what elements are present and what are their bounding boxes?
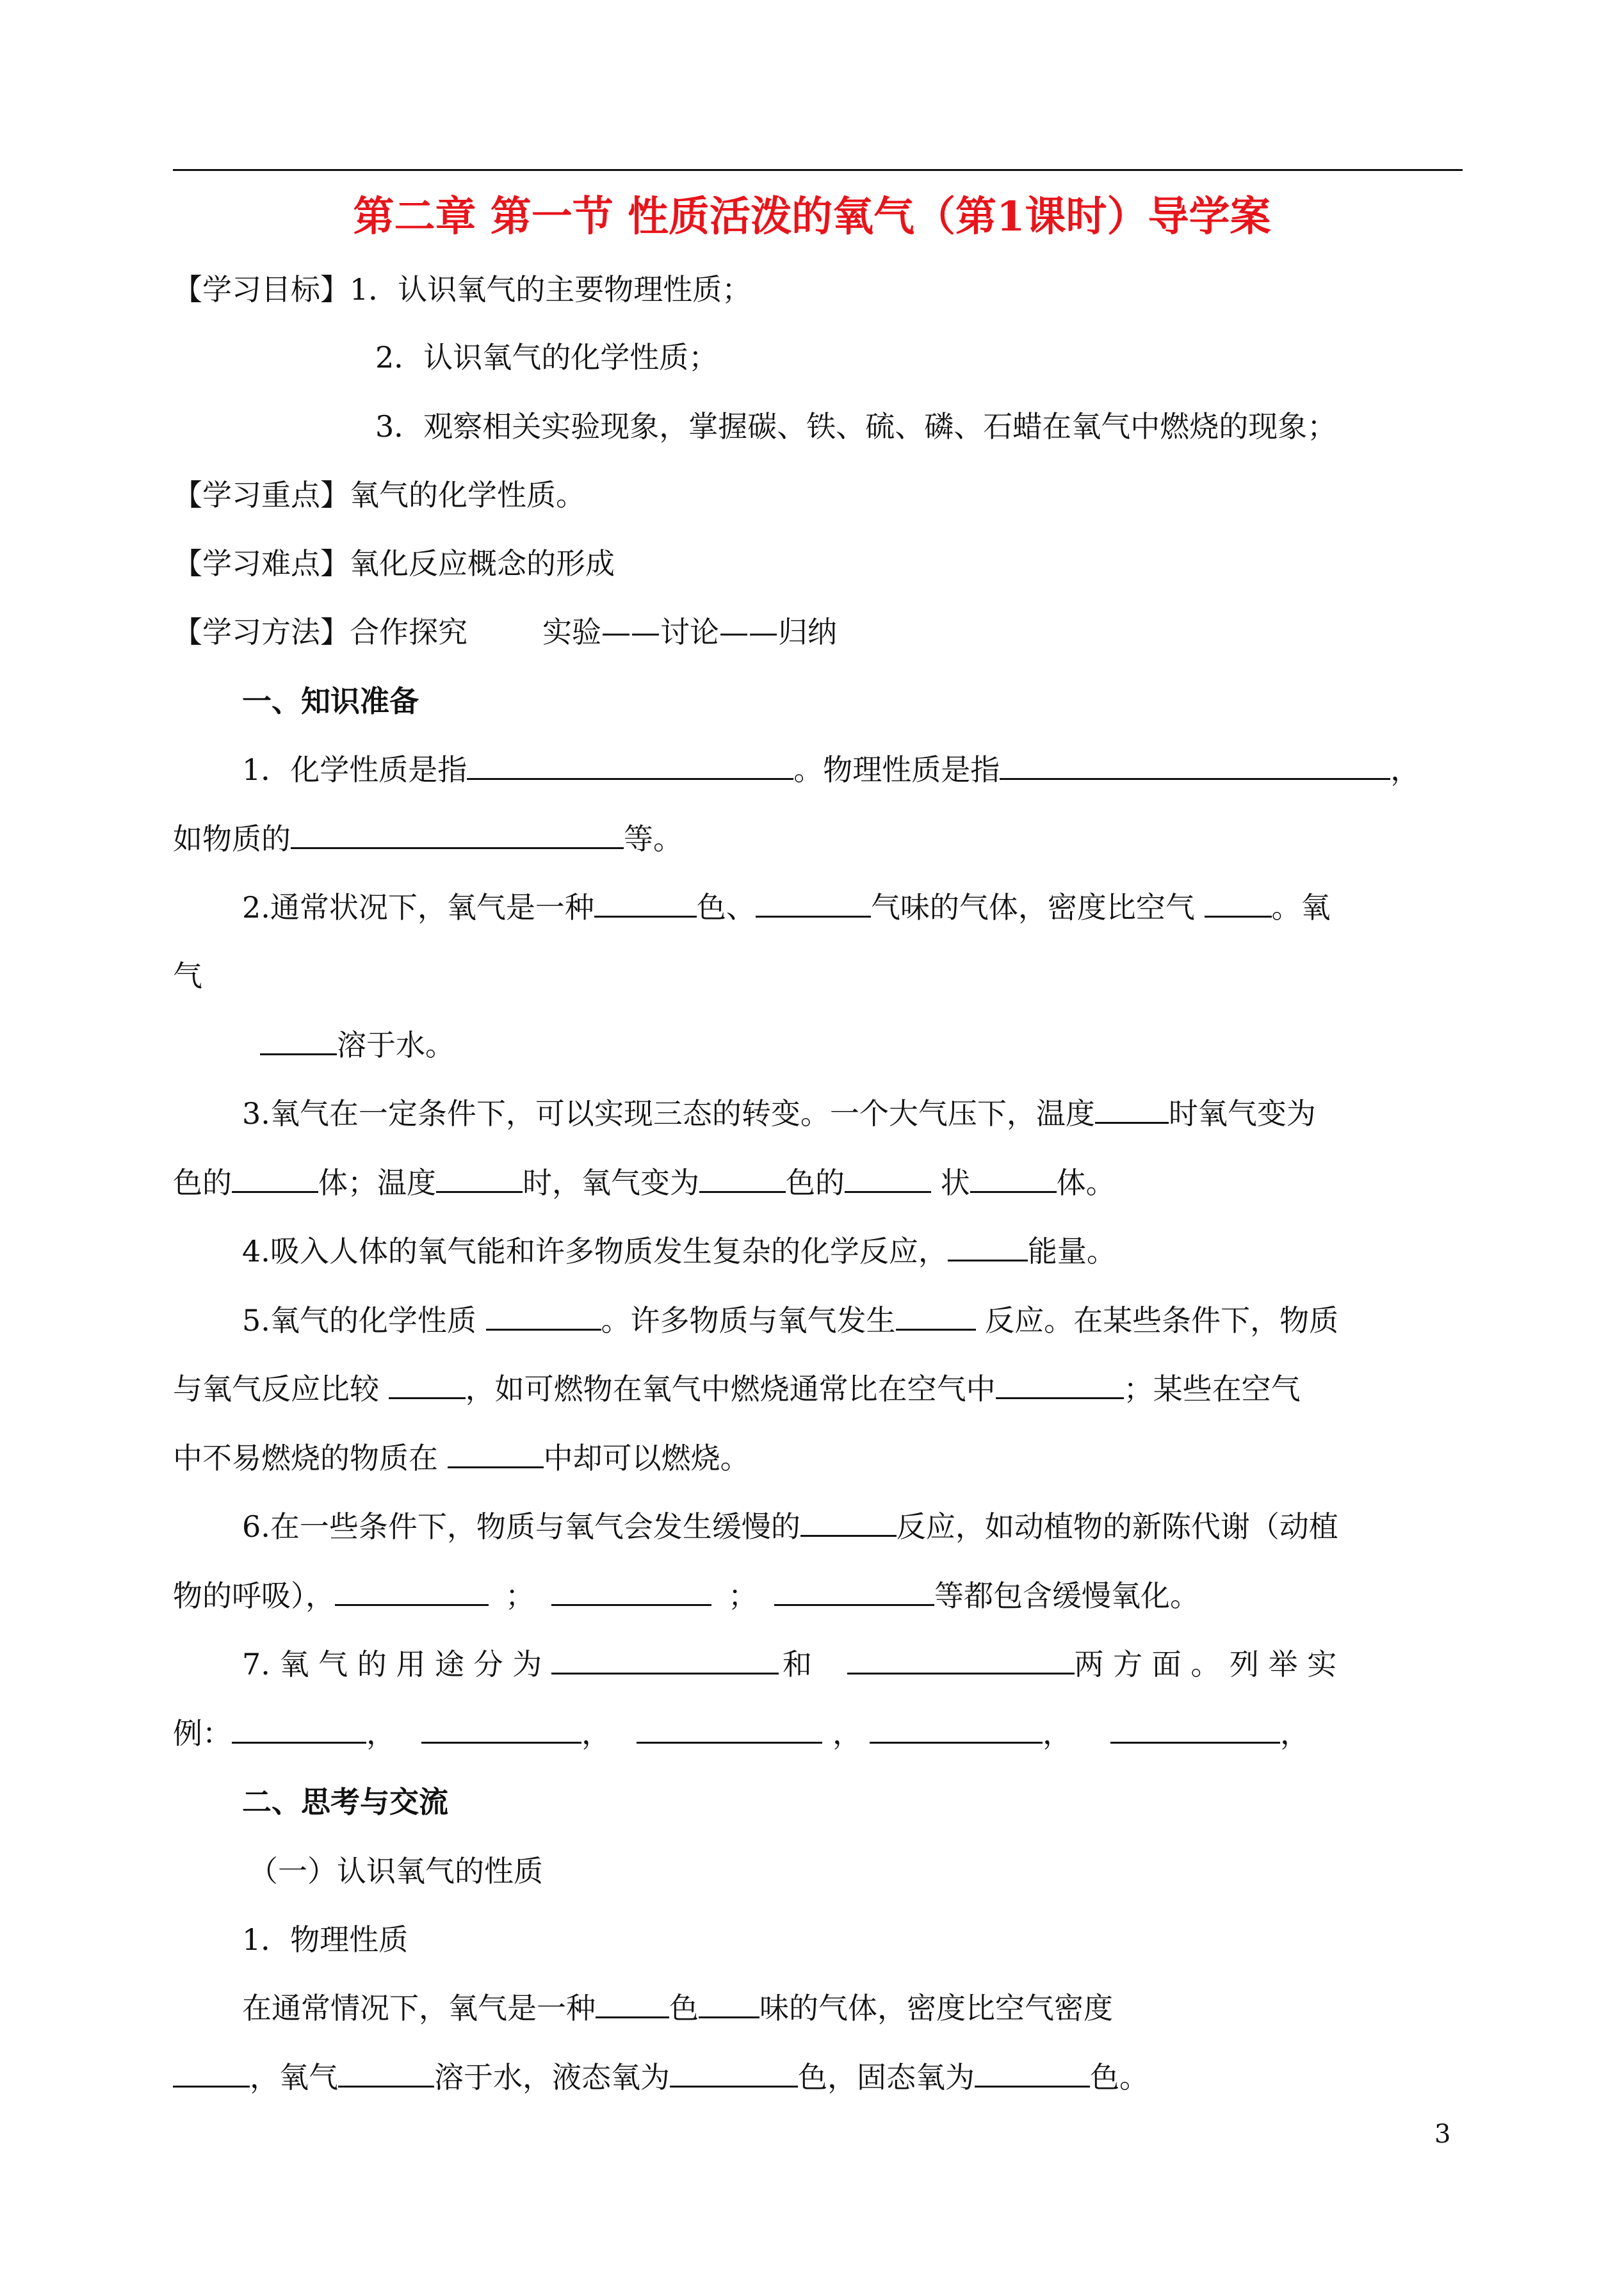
- p2-blank-density[interactable]: [173, 2057, 250, 2088]
- p2-blank-liquid-color[interactable]: [670, 2057, 798, 2088]
- key-point-line: [173, 474, 585, 515]
- q3-line1: 3.氧气在一定条件下，可以实现三态的转变。一个大气压下，温度 时氧气变为: [242, 1093, 1316, 1134]
- q1-blank-physical[interactable]: [1000, 750, 1390, 780]
- key-point-text: 氧气的化学性质。: [350, 478, 585, 512]
- section2-p2: ，氧气 溶于水，液态氧为 色，固态氧为 色。: [173, 2057, 1149, 2098]
- difficulty-line: [173, 543, 615, 584]
- q6-blank-reaction[interactable]: [800, 1507, 897, 1537]
- objectives-line: [173, 269, 751, 310]
- q3-blank-state2[interactable]: [970, 1163, 1057, 1193]
- q2-blank-color[interactable]: [594, 888, 697, 918]
- q5-blank-intensity[interactable]: [389, 1369, 466, 1399]
- q4-blank-energy[interactable]: [948, 1231, 1028, 1261]
- q5-blank-medium[interactable]: [448, 1438, 544, 1468]
- q1-line1: 1．化学性质是指 。物理性质是指 ，: [242, 749, 1420, 790]
- q2-line2: 气: [173, 959, 202, 993]
- q3-line2: 色的 体；温度 时，氧气变为 色的 状 体。: [173, 1162, 1116, 1203]
- q3-blank-state1[interactable]: [232, 1163, 318, 1193]
- section2-sub1: 1．物理性质: [242, 1922, 409, 1957]
- q1-blank-examples[interactable]: [291, 819, 624, 849]
- q2-line3: 溶于水。: [260, 1025, 455, 1066]
- method-text: 合作探究 实验——讨论——归纳: [350, 615, 837, 649]
- difficulty-text: 氧化反应概念的形成: [350, 546, 615, 581]
- section1-heading: 一、知识准备: [242, 684, 419, 718]
- q7-blank-use2[interactable]: [847, 1644, 1075, 1675]
- p2-blank-solubility[interactable]: [338, 2057, 434, 2088]
- q7-blank-ex1[interactable]: [232, 1714, 366, 1744]
- section2-sub: （一）认识氧气的性质: [248, 1854, 543, 1888]
- q7-blank-ex4[interactable]: [870, 1714, 1043, 1744]
- q2-blank-solubility[interactable]: [260, 1025, 337, 1055]
- p2-blank-solid-color[interactable]: [975, 2057, 1090, 2088]
- q6-blank-example3[interactable]: [774, 1576, 934, 1606]
- q7-line1: 7. 氧 气 的 用 途 分 为 和 两 方 面 。 列 举 实: [242, 1644, 1336, 1685]
- q6-line2: 物的呼吸）， ； ； 等都包含缓慢氧化。: [173, 1575, 1199, 1616]
- q7-line2: 例： ， ， ， ， ，: [173, 1713, 1310, 1754]
- q7-blank-ex3[interactable]: [637, 1714, 822, 1744]
- method-label: 【学习方法】: [173, 615, 350, 649]
- method-line: [173, 612, 837, 653]
- header-rule: [173, 169, 1463, 171]
- q3-blank-color2[interactable]: [699, 1163, 786, 1193]
- page-number: 3: [1434, 2120, 1451, 2149]
- q5-line1: 5.氧气的化学性质 。许多物质与氧气发生 反应。在某些条件下，物质: [242, 1300, 1338, 1341]
- objective-3: 3．观察相关实验现象，掌握碳、铁、硫、磷、石蜡在氧气中燃烧的现象；: [375, 409, 1337, 444]
- section2-heading: 二、思考与交流: [242, 1785, 448, 1819]
- q5-blank-reaction[interactable]: [896, 1301, 976, 1331]
- section2-p1: 在通常情况下，氧气是一种 色 味的气体，密度比空气密度: [242, 1988, 1113, 2029]
- q6-line1: 6.在一些条件下，物质与氧气会发生缓慢的 反应，如动植物的新陈代谢（动植: [242, 1506, 1338, 1547]
- q1-line2: 如物质的 等。: [173, 818, 683, 859]
- q3-blank-shape[interactable]: [845, 1163, 931, 1193]
- q3-blank-temp1[interactable]: [1095, 1094, 1169, 1124]
- q5-blank-compare[interactable]: [996, 1369, 1124, 1399]
- q7-blank-ex2[interactable]: [421, 1714, 581, 1744]
- objective-2: 2．认识氧气的化学性质；: [375, 340, 719, 375]
- q5-line3: 中不易燃烧的物质在 中却可以燃烧。: [173, 1438, 750, 1479]
- q4-line: 4.吸入人体的氧气能和许多物质发生复杂的化学反应， 能量。: [242, 1231, 1116, 1272]
- objectives-label: 【学习目标】: [173, 272, 350, 307]
- p1-blank-odor[interactable]: [699, 1988, 759, 2018]
- q2-blank-odor[interactable]: [756, 888, 871, 918]
- key-point-label: 【学习重点】: [173, 478, 350, 512]
- q3-blank-temp2[interactable]: [436, 1163, 523, 1193]
- q6-blank-example1[interactable]: [335, 1576, 489, 1606]
- q2-blank-density[interactable]: [1205, 888, 1272, 918]
- difficulty-label: 【学习难点】: [173, 546, 350, 581]
- q1-blank-chemical[interactable]: [467, 750, 793, 780]
- page-title: 第二章 第一节 性质活泼的氧气（第1课时）导学案: [353, 193, 1271, 241]
- objective-1: 1．认识氧气的主要物理性质；: [350, 272, 752, 307]
- q2-line1: 2.通常状况下，氧气是一种 色、 气味的气体，密度比空气 。氧: [242, 887, 1331, 928]
- p1-blank-color[interactable]: [596, 1988, 669, 2018]
- q5-line2: 与氧气反应比较 ，如可燃物在氧气中燃烧通常比在空气中 ；某些在空气: [173, 1368, 1301, 1409]
- q7-blank-ex5[interactable]: [1110, 1714, 1280, 1744]
- q6-blank-example2[interactable]: [551, 1576, 711, 1606]
- q7-blank-use1[interactable]: [551, 1644, 779, 1675]
- q5-blank-property[interactable]: [486, 1301, 601, 1331]
